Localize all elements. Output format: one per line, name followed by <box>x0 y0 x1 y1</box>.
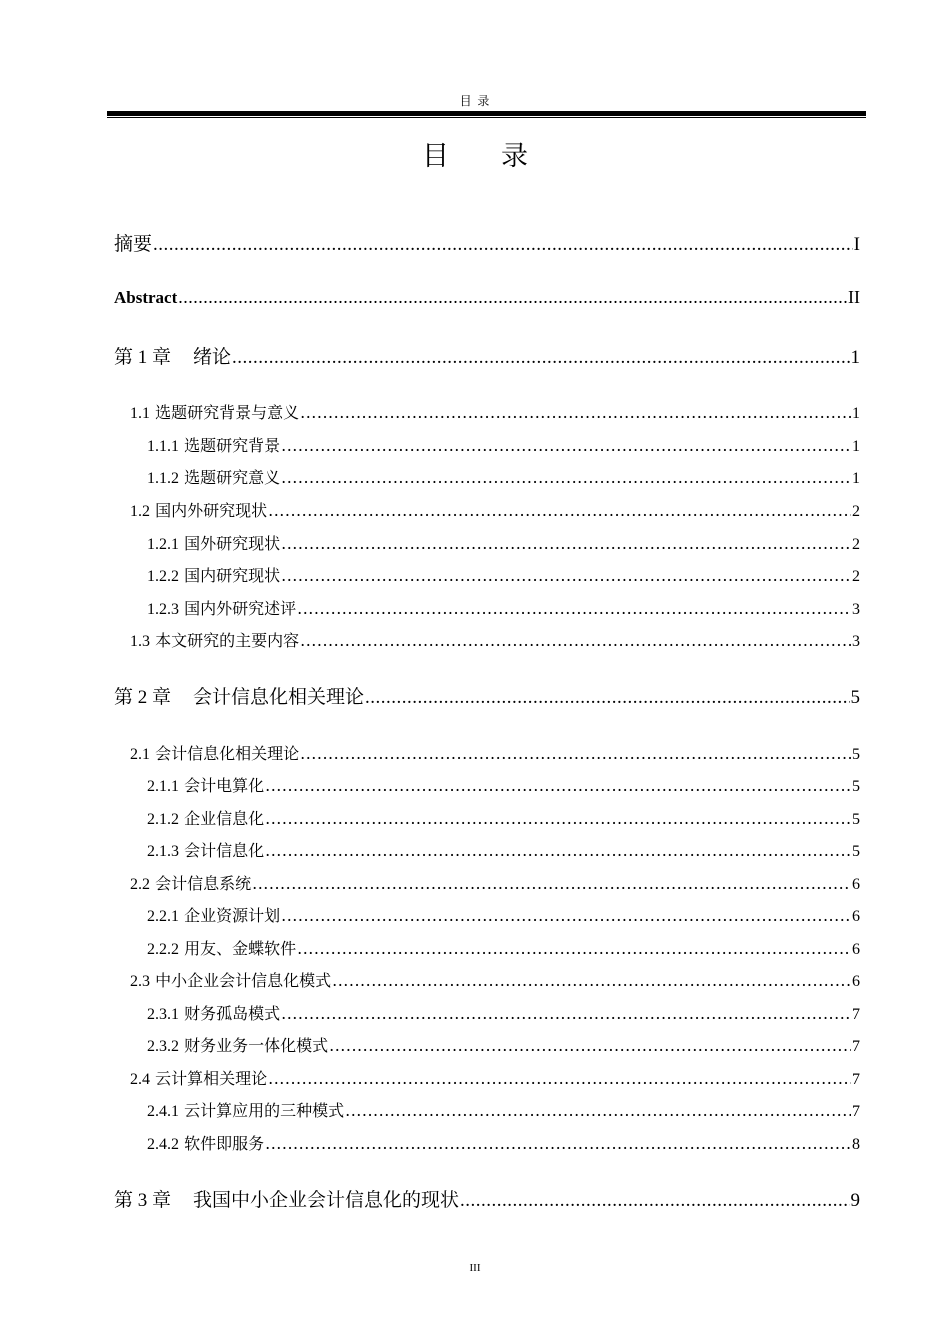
toc-entry-1-2-2[interactable] <box>147 563 860 586</box>
toc-label: 企业信息化 <box>184 809 265 828</box>
toc-entry-2-3[interactable] <box>130 968 860 991</box>
toc-entry-2-2-2[interactable] <box>147 936 860 959</box>
toc-entry-1-2[interactable] <box>130 498 860 521</box>
page-number: III <box>469 1262 481 1274</box>
toc-number: 2.1.2 <box>147 811 179 828</box>
toc-label: 我国中小企业会计信息化的现状 <box>193 1189 460 1211</box>
dot-leader <box>265 841 851 860</box>
toc-entry-2-1-3[interactable] <box>147 838 860 861</box>
toc-page: 1 <box>852 405 860 422</box>
toc-number: 2.1.1 <box>147 778 179 795</box>
toc-label: 国内研究现状 <box>184 566 281 585</box>
toc-number: 1.3 <box>130 633 150 650</box>
toc-number: 2.3.1 <box>147 1006 179 1023</box>
toc-page: 5 <box>852 811 860 828</box>
dot-leader <box>265 776 851 795</box>
toc-label: 企业资源计划 <box>184 906 281 925</box>
toc-number: 2.4.2 <box>147 1136 179 1153</box>
toc-number: 2.1.3 <box>147 843 179 860</box>
toc-entry-2-3-2[interactable] <box>147 1033 860 1056</box>
dot-leader <box>281 1004 851 1023</box>
toc-number: 2.2 <box>130 876 150 893</box>
toc-page: 3 <box>852 633 860 650</box>
toc-label: 用友、金蝶软件 <box>184 939 297 958</box>
toc-page: 6 <box>852 973 860 990</box>
toc-label: 云计算相关理论 <box>155 1069 268 1088</box>
toc-number: 2.4 <box>130 1071 150 1088</box>
toc-label: 国内外研究述评 <box>184 599 297 618</box>
toc-page: I <box>853 234 860 255</box>
toc-number: 1.2.3 <box>147 601 179 618</box>
dot-leader <box>232 347 849 369</box>
dot-leader <box>265 809 851 828</box>
toc-page: 6 <box>852 876 860 893</box>
toc-entry-chapter-3[interactable] <box>114 1185 860 1212</box>
toc-label: 软件即服务 <box>184 1134 265 1153</box>
toc-number: 1.2 <box>130 503 150 520</box>
toc-entry-1-3[interactable] <box>130 628 860 651</box>
toc-number: 2.3.2 <box>147 1038 179 1055</box>
dot-leader <box>281 534 851 553</box>
toc-label: 会计信息化 <box>184 841 265 860</box>
toc-number: 1.1 <box>130 405 150 422</box>
toc-label: 会计信息系统 <box>155 874 252 893</box>
toc-entry-abstract-cn[interactable] <box>114 229 860 256</box>
toc-entry-1-1[interactable] <box>130 400 860 423</box>
toc-page: 6 <box>852 941 860 958</box>
toc-entry-1-1-2[interactable] <box>147 465 860 488</box>
toc-number: 第 1 章 <box>114 347 172 368</box>
toc-entry-1-2-1[interactable] <box>147 531 860 554</box>
toc-entry-2-1-2[interactable] <box>147 806 860 829</box>
toc-label: 绪论 <box>193 346 232 368</box>
toc-number: 1.2.1 <box>147 536 179 553</box>
toc-page: 5 <box>850 687 860 708</box>
dot-leader <box>281 566 851 585</box>
toc-page: 1 <box>852 470 860 487</box>
toc-page: 9 <box>850 1190 860 1211</box>
toc-number: 第 2 章 <box>114 687 172 708</box>
toc-page: II <box>848 287 860 307</box>
toc-entry-2-4-1[interactable] <box>147 1098 860 1121</box>
toc-page: 5 <box>852 778 860 795</box>
toc-entry-2-2-1[interactable] <box>147 903 860 926</box>
toc-label: 财务孤岛模式 <box>184 1004 281 1023</box>
dot-leader <box>178 287 847 308</box>
toc-page: 7 <box>852 1103 860 1120</box>
toc-entry-2-3-1[interactable] <box>147 1001 860 1024</box>
toc-label: 中小企业会计信息化模式 <box>155 971 332 990</box>
toc-label: 会计电算化 <box>184 776 265 795</box>
dot-leader <box>300 631 851 650</box>
dot-leader <box>281 468 851 487</box>
toc-page: 7 <box>852 1038 860 1055</box>
toc-page: 5 <box>852 746 860 763</box>
toc-number: 2.3 <box>130 973 150 990</box>
toc-label: 云计算应用的三种模式 <box>184 1101 345 1120</box>
toc-number: 2.2.1 <box>147 908 179 925</box>
dot-leader <box>300 744 851 763</box>
toc-entry-2-1[interactable] <box>130 741 860 764</box>
toc-number: 2.4.1 <box>147 1103 179 1120</box>
dot-leader <box>332 971 851 990</box>
toc-page: 5 <box>852 843 860 860</box>
toc-entry-2-2[interactable] <box>130 871 860 894</box>
toc-number: 1.1.1 <box>147 438 179 455</box>
dot-leader <box>297 939 851 958</box>
dot-leader <box>268 501 851 520</box>
dot-leader <box>281 906 851 925</box>
dot-leader <box>345 1101 851 1120</box>
toc-entry-chapter-2[interactable] <box>114 682 860 709</box>
title-char-1: 目 <box>422 141 449 172</box>
dot-leader <box>460 1190 849 1212</box>
toc-page: 6 <box>852 908 860 925</box>
dot-leader <box>252 874 851 893</box>
toc-entry-1-1-1[interactable] <box>147 433 860 456</box>
toc-label: 财务业务一体化模式 <box>184 1036 329 1055</box>
toc-label: 国外研究现状 <box>184 534 281 553</box>
toc-label: 本文研究的主要内容 <box>155 631 300 650</box>
toc-page: 7 <box>852 1006 860 1023</box>
toc-number: 1.1.2 <box>147 470 179 487</box>
toc-page: 3 <box>852 601 860 618</box>
toc-label: 会计信息化相关理论 <box>193 686 365 708</box>
toc-entry-2-1-1[interactable] <box>147 773 860 796</box>
toc-entry-1-2-3[interactable] <box>147 596 860 619</box>
toc-number: 2.1 <box>130 746 150 763</box>
toc-page: 2 <box>852 536 860 553</box>
toc-label: 选题研究意义 <box>184 468 281 487</box>
toc-number: 1.2.2 <box>147 568 179 585</box>
toc-label: 摘要 <box>114 233 153 255</box>
toc-page: 1 <box>852 438 860 455</box>
toc-entry-abstract-en[interactable] <box>114 287 860 308</box>
toc-label: 国内外研究现状 <box>155 501 268 520</box>
toc-page: 1 <box>850 347 860 368</box>
toc-number: 2.2.2 <box>147 941 179 958</box>
dot-leader <box>365 687 849 709</box>
dot-leader <box>281 436 851 455</box>
dot-leader <box>329 1036 851 1055</box>
dot-leader <box>153 234 853 256</box>
dot-leader <box>300 403 851 422</box>
dot-leader <box>297 599 851 618</box>
toc-label: 会计信息化相关理论 <box>155 744 300 763</box>
toc-page: 8 <box>852 1136 860 1153</box>
title-char-2: 录 <box>501 141 528 172</box>
toc-label: 选题研究背景与意义 <box>155 403 300 422</box>
toc-page: 7 <box>852 1071 860 1088</box>
dot-leader <box>265 1134 851 1153</box>
toc-page: 2 <box>852 568 860 585</box>
toc-label: Abstract <box>114 288 178 307</box>
toc-label: 选题研究背景 <box>184 436 281 455</box>
toc-page: 2 <box>852 503 860 520</box>
dot-leader <box>268 1069 851 1088</box>
running-header: 目 录 <box>459 94 491 108</box>
toc-entry-2-4-2[interactable] <box>147 1131 860 1154</box>
toc-entry-2-4[interactable] <box>130 1066 860 1089</box>
toc-entry-chapter-1[interactable] <box>114 342 860 369</box>
toc-number: 第 3 章 <box>114 1190 172 1211</box>
